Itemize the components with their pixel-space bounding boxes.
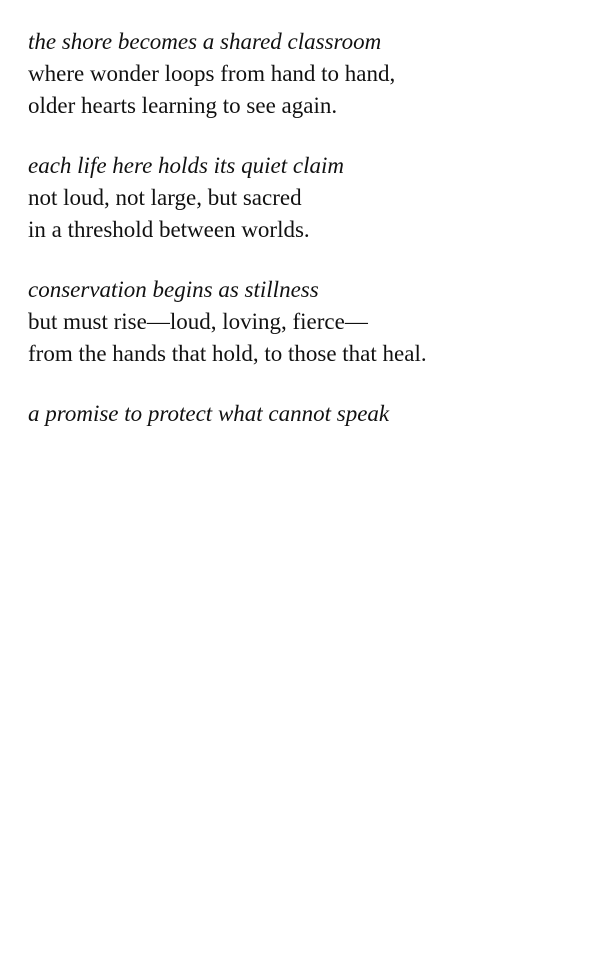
- stanza-lead-line: the shore becomes a shared classroom: [28, 29, 382, 54]
- stanza-line: from the hands that hold, to those that heal.: [28, 341, 427, 366]
- stanza-4: [28, 398, 588, 430]
- stanza-line: not loud, not large, but sacred: [28, 185, 302, 210]
- stanza-line: older hearts learning to see again.: [28, 93, 338, 118]
- stanza-lead-line: a promise to protect what cannot speak: [28, 401, 390, 426]
- stanza-line: where wonder loops from hand to hand,: [28, 61, 396, 86]
- stanza-line: in a threshold between worlds.: [28, 217, 310, 242]
- stanza-2: [28, 150, 588, 246]
- stanza-1: [28, 26, 588, 122]
- stanza-line: but must rise—loud, loving, fierce—: [28, 309, 368, 334]
- stanza-3: [28, 274, 588, 370]
- poem: [28, 26, 588, 458]
- stanza-lead-line: conservation begins as stillness: [28, 277, 319, 302]
- stanza-lead-line: each life here holds its quiet claim: [28, 153, 344, 178]
